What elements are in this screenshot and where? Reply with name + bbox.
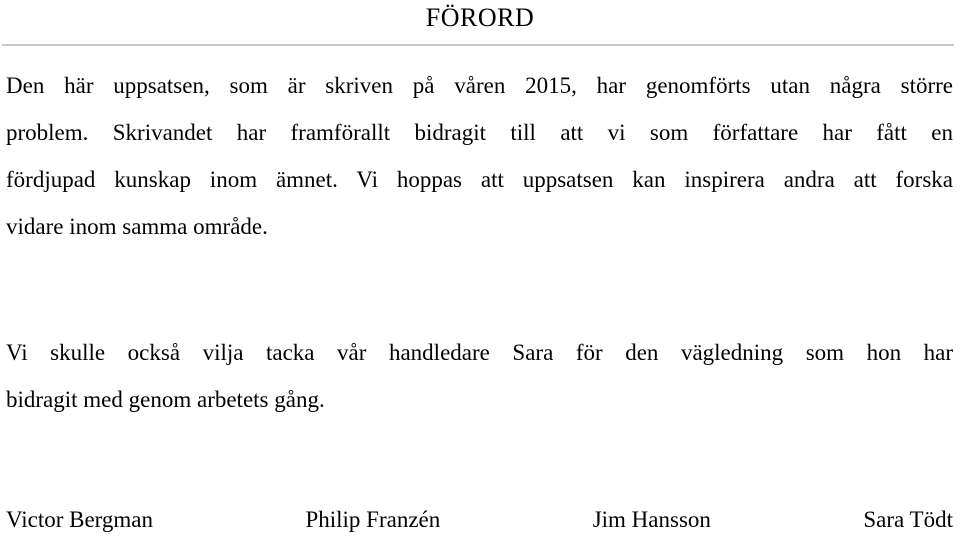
heading-divider <box>2 44 954 46</box>
text-line: problem. Skrivandet har framförallt bidragit till att vi som författare har fått en <box>6 120 953 145</box>
author-name: Philip Franzén <box>305 507 441 532</box>
text-line: vidare inom samma område. <box>6 214 268 239</box>
page-title: FÖRORD <box>425 3 535 32</box>
text-line: bidragit med genom arbetets gång. <box>6 387 325 412</box>
text-line: Vi skulle också vilja tacka vår handledare Sara för den vägledning som hon har <box>6 340 953 365</box>
author-name: Sara Tödt <box>863 507 953 532</box>
text-line: fördjupad kunskap inom ämnet. Vi hoppas att uppsatsen kan inspirera andra att forska <box>6 167 953 192</box>
paragraph-1 <box>6 62 953 250</box>
author-name: Jim Hansson <box>592 507 711 532</box>
author-name: Victor Bergman <box>6 507 154 532</box>
paragraph-2 <box>6 329 953 423</box>
text-line: Den här uppsatsen, som är skriven på våren 2015, har genomförts utan några större <box>6 73 953 98</box>
author-signatures <box>6 503 953 537</box>
